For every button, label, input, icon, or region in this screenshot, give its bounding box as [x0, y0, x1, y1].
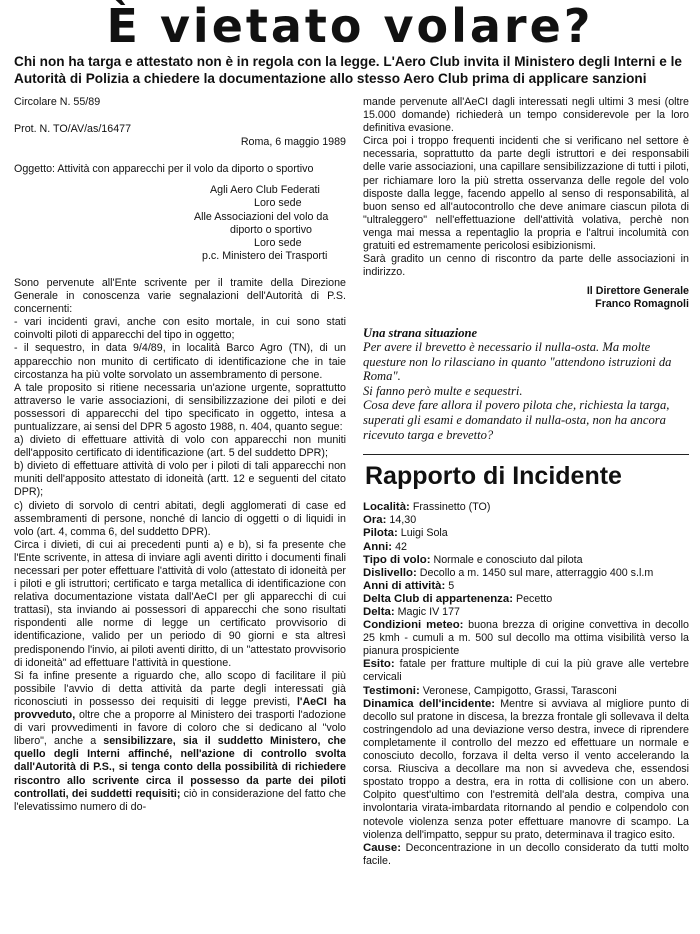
- report-field-value: Deconcentrazione in un decollo considerato da tutti molto facile.: [363, 841, 689, 867]
- sidebar-box-text: Per avere il brevetto è necessario il nulla-osta. Ma molte questure non lo rilasciano in quanto "attendono istruzioni da Roma".: [363, 340, 672, 384]
- report-field: [363, 554, 689, 567]
- letter-paragraph: c) divieto di sorvolo di centri abitati, degli agglomerati di case ed assembramenti di persone, nonché di lancio di oggetti o di liquidi in volo (art. 4, comma 6, del suddetto DPR).: [14, 499, 346, 538]
- report-field-label: Delta:: [363, 606, 395, 618]
- text-run: ciò in considerazione del fatto che l'elevatissimo numero di do-: [14, 787, 346, 813]
- recipient-line: Loro sede: [254, 197, 302, 210]
- report-field-value: fatale per fratture multiple di cui la più grave alle vertebre cervicali: [363, 658, 689, 684]
- letter-paragraph: b) divieto di effettuare attività di volo per i piloti di tali apparecchi non muniti dell'apposito attestato di idoneità (artt. 12 e seguenti del citato DPR);: [14, 460, 346, 499]
- circolare-number: Circolare N. 55/89: [14, 96, 101, 108]
- report-field-value: 14,30: [386, 514, 417, 527]
- letter-subject: Oggetto: Attività con apparecchi per il volo da diporto o sportivo: [14, 163, 314, 176]
- sidebar-box: [363, 326, 689, 443]
- bold-run: l'AeCI ha provveduto,: [14, 695, 346, 722]
- report-fields: [363, 501, 689, 868]
- report-field: [363, 606, 689, 619]
- bold-run: sensibilizzare, sia il suddetto Ministero, che quello degli Interni affinché, nell'azione di controllo svolta dall'Autorità di P.S., si tenga conto della possibilità di richiedere riscontro allo scrivente circa il possesso da parte dei piloti controllati, dei suddetti requisiti;: [14, 735, 346, 800]
- text-run: oltre che a proporre al Ministero dei trasporti l'adozione di vari provvedimenti in favore di coloro che si dedicano al "volo libero", anche a: [14, 709, 346, 748]
- sidebar-box-text: Cosa deve fare allora il povero pilota che, richiesta la targa, superati gli esami e domandato il nulla-osta, non ha ancora ricevuto targa e brevetto?: [363, 398, 670, 442]
- report-field-value: Veronese, Campigotto, Grassi, Tarasconi: [419, 684, 617, 697]
- sidebar-box-title: Una strana situazione: [363, 325, 478, 340]
- report-field: [363, 593, 689, 606]
- report-field: [363, 567, 689, 580]
- report-field-value: Normale e conosciuto dal pilota: [430, 553, 583, 566]
- letter-paragraph: Sarà gradito un cenno di riscontro da parte delle associazioni in indirizzo.: [363, 253, 689, 279]
- report-field-label: Tipo di volo:: [363, 553, 431, 566]
- subheadline: Chi non ha targa e attestato non è in regola con la legge. L'Aero Club invita il Ministero degli Interni e le Autorità di Polizia a chiedere la documentazione allo stesso Aero Club prima di applicare sanzioni: [14, 54, 682, 86]
- recipient-line: diporto o sportivo: [230, 223, 312, 236]
- recipients-block: [194, 184, 350, 249]
- headline: È vietato volare?: [106, 0, 594, 53]
- report-field-label: Anni:: [363, 540, 393, 553]
- report-field-value: buona brezza di origine convettiva in decollo 25 kmh - cumuli a m. 500 sul decollo ma ottima visibilità verso la pianura prospiciente: [363, 619, 689, 658]
- recipient-line: Loro sede: [254, 236, 302, 249]
- letter-paragraph: Circa poi i troppo frequenti incidenti che si verificano nel settore è necessaria, soprattutto da parte degli istruttori e dei responsabili delle varie associazioni, una capillare sensibilizzazione di tutti i piloti, per richiamare loro la più stretta osservanza delle regole del volo disposte dalla legge, facendo appello al senso di responsabilità, al buon senso ed all'autocontrollo che deve animare ciascun pilota di "ultraleggero" nell'effettuazione dell'attività volativa, perchè non venga mai messa a repentaglio la propria e l'altrui incolumità con gratuiti ed estremamente pericolosi esibizionismi.: [363, 135, 689, 253]
- report-field: [363, 541, 689, 554]
- letter-paragraph: - il sequestro, in data 9/4/89, in località Barco Agro (TN), di un apparecchio non munito di certificato di identificazione che in taie circostanza ha più volte sorvolato un assembramento di persone.: [14, 342, 346, 381]
- left-column: [14, 96, 346, 814]
- report-field-value: 5: [445, 579, 455, 592]
- report-field-value: Decollo a m. 1450 sul mare, atterraggio 400 s.l.m: [416, 566, 654, 579]
- letter-paragraph: a) divieto di effettuare attività di volo con apparecchi non muniti dell'apposito certificato di identificazione (art. 5 del suddetto DPR);: [14, 434, 346, 460]
- signer-name: Franco Romagnoli: [595, 298, 689, 311]
- sidebar-box-text: Si fanno però multe e sequestri.: [363, 383, 523, 398]
- letter-paragraph: A tale proposito si ritiene necessaria un'azione urgente, soprattutto attraverso le varie associazioni, di sensibilizzazione dei piloti e dei possessori di apparecchi del tipo specificato in oggetto, intesa a puntualizzare, ai sensi del DPR 5 agosto 1988, n. 404, quanto segue:: [14, 381, 346, 433]
- protocol-number: Prot. N. TO/AV/as/16477: [14, 123, 132, 136]
- report-field-value: Magic IV 177: [394, 606, 461, 618]
- report-field-value: Frassinetto (TO): [409, 501, 491, 514]
- letter-paragraph: [14, 670, 346, 814]
- report-field-value: Pecetto: [513, 592, 553, 605]
- report-field-value: 42: [392, 540, 407, 553]
- report-field-label: Delta Club di appartenenza:: [363, 592, 513, 605]
- report-field-label: Condizioni meteo:: [363, 619, 464, 632]
- report-field: [363, 842, 689, 868]
- text-run: Si fa infine presente a riguardo che, allo scopo di facilitare il più possibile l'avvio di detta attività da parte degli interessati già riconosciuti in possesso dei requisiti di legge previsti,: [14, 669, 346, 708]
- recipient-line: Agli Aero Club Federati: [210, 184, 320, 197]
- report-field: [363, 527, 689, 540]
- report-field-value: Mentre si avviava al migliore punto di decollo sul pratone in discesa, la brezza frontale gli sollevava il delta costringendolo ad una deviazione verso destra, invece di riprendere completamente il controllo del mezzo ed effettuare un normale e conosciuto decollo, forzava il delta verso il vento accelerando la corsa. Riusciva a decollare ma non si avvedeva che, essendosi spostato troppo a destra, era in rotta di collisione con un abero. Colpito quest'ultimo con l'estremità dell'ala destra, compiva una involontaria virata-imbardata ritornando al pendio e colpendolo con notevole violenza senza poter effettuare manovre di scampo. La violenza dell'impatto, seppur su prato, determinava il tragico esito.: [363, 697, 689, 841]
- recipient-line: Alle Associazioni del volo da: [194, 210, 329, 223]
- letter-paragraph: Sono pervenute all'Ente scrivente per il tramite della Direzione Generale in conoscenza varie segnalazioni dell'Autorità di P.S. concernenti:: [14, 276, 346, 316]
- report-field: [363, 514, 689, 527]
- right-column: [363, 96, 689, 868]
- signer-title: Il Direttore Generale: [586, 285, 689, 298]
- report-field-label: Cause:: [363, 841, 401, 854]
- letter-paragraph: - vari incidenti gravi, anche con esito mortale, in cui sono stati coinvolti piloti di apparecchi del tipo in oggetto;: [14, 316, 346, 342]
- report-field: [363, 501, 689, 514]
- report-field: [363, 580, 689, 593]
- report-field-label: Testimoni:: [363, 684, 420, 697]
- report-field: [363, 619, 689, 658]
- report-field-label: Pilota:: [363, 527, 398, 540]
- report-field-value: Luigi Sola: [397, 527, 448, 540]
- report-field-label: Dislivello:: [363, 566, 417, 579]
- report-field-label: Anni di attività:: [363, 579, 446, 592]
- report-field: [363, 658, 689, 684]
- report-title: Rapporto di Incidente: [365, 462, 622, 491]
- report-field-label: Ora:: [363, 514, 387, 527]
- report-field-label: Esito:: [363, 658, 395, 671]
- report-field-label: Località:: [363, 501, 410, 514]
- letter-paragraph: Circa i divieti, di cui ai precedenti punti a) e b), si fa presente che l'Ente scrivente, in attesa di inviare agli aventi diritto i documenti finali necessari per poter effettuare l'attività di volo (attestato di idoneità per i piloti e gli istruttori; certificato e targa metallica di identificazione con relativa documentazione vistata dall'AeCI per gli apparecchi di cui trattasi), sta inviando ai possessori di apparecchi che sono risultati rispondenti alle norme di legge un certificato provvisorio di identificazione, valido per un periodo di 90 giorni e sta altresì predisponendo l'invio, ai piloti aventi diritto, di un "attestato provvisorio di idoneità" ad effettuare l'attività in questione.: [14, 538, 346, 669]
- report-field: [363, 685, 689, 698]
- report-field-label: Dinamica dell'incidente:: [363, 697, 496, 710]
- copy-to-line: p.c. Ministero dei Trasporti: [202, 249, 328, 262]
- section-divider: [363, 454, 689, 455]
- letter-paragraph: mande pervenute all'AeCI dagli interessati negli ultimi 3 mesi (oltre 15.000 domande) richiederà un tempo considerevole per la loro definitiva evasione.: [363, 96, 689, 135]
- report-field: [363, 698, 689, 842]
- letter-date: Roma, 6 maggio 1989: [240, 136, 346, 149]
